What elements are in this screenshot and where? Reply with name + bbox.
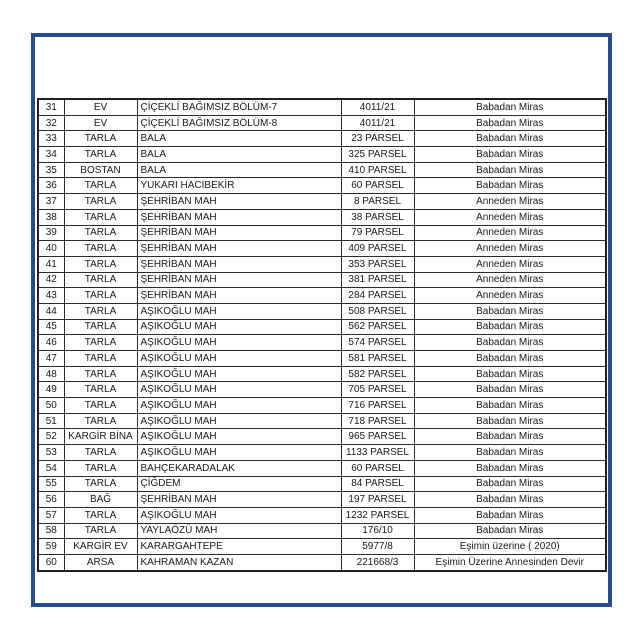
table-cell-acquisition-source: Babadan Miras: [414, 303, 606, 319]
table-row: [38, 178, 606, 194]
table-cell-parcel: 353 PARSEL: [341, 256, 414, 272]
table-row: [38, 162, 606, 178]
table-cell-parcel: 409 PARSEL: [341, 241, 414, 257]
table-cell-acquisition-source: Babadan Miras: [414, 460, 606, 476]
table-cell-asset-type: BAĞ: [64, 492, 137, 508]
table-cell-parcel: 5977/8: [341, 539, 414, 555]
table-cell-row-number: 44: [38, 303, 64, 319]
table-row: [38, 476, 606, 492]
table-cell-parcel: 79 PARSEL: [341, 225, 414, 241]
table-row: [38, 413, 606, 429]
table-cell-location: YAYLAÖZÜ MAH: [137, 523, 341, 539]
table-cell-row-number: 57: [38, 507, 64, 523]
table-cell-location: ŞEHRİBAN MAH: [137, 272, 341, 288]
table-cell-acquisition-source: Babadan Miras: [414, 319, 606, 335]
table-cell-parcel: 84 PARSEL: [341, 476, 414, 492]
table-cell-asset-type: TARLA: [64, 366, 137, 382]
table-row: [38, 256, 606, 272]
table-cell-asset-type: TARLA: [64, 476, 137, 492]
table-cell-location: AŞIKOĞLU MAH: [137, 335, 341, 351]
table-cell-acquisition-source: Babadan Miras: [414, 492, 606, 508]
table-cell-parcel: 965 PARSEL: [341, 429, 414, 445]
table-cell-row-number: 51: [38, 413, 64, 429]
table-cell-asset-type: EV: [64, 99, 137, 115]
table-cell-asset-type: KARGİR BİNA: [64, 429, 137, 445]
table-cell-acquisition-source: Babadan Miras: [414, 99, 606, 115]
table-cell-location: KAHRAMAN KAZAN: [137, 554, 341, 570]
table-cell-asset-type: TARLA: [64, 194, 137, 210]
table-cell-parcel: 221668/3: [341, 554, 414, 570]
table-cell-location: AŞIKOĞLU MAH: [137, 413, 341, 429]
table-cell-acquisition-source: Anneden Miras: [414, 241, 606, 257]
table-cell-row-number: 42: [38, 272, 64, 288]
table-cell-parcel: 716 PARSEL: [341, 398, 414, 414]
table-cell-asset-type: TARLA: [64, 398, 137, 414]
table-cell-location: ŞEHRİBAN MAH: [137, 194, 341, 210]
table-cell-row-number: 53: [38, 445, 64, 461]
table-cell-location: ŞEHRİBAN MAH: [137, 256, 341, 272]
table-row: [38, 319, 606, 335]
table-cell-row-number: 43: [38, 288, 64, 304]
table-cell-parcel: 4011/21: [341, 99, 414, 115]
table-cell-parcel: 718 PARSEL: [341, 413, 414, 429]
table-cell-acquisition-source: Babadan Miras: [414, 351, 606, 367]
table-cell-row-number: 36: [38, 178, 64, 194]
table-row: [38, 194, 606, 210]
table-cell-parcel: 581 PARSEL: [341, 351, 414, 367]
table-cell-asset-type: TARLA: [64, 507, 137, 523]
table-cell-asset-type: TARLA: [64, 241, 137, 257]
table-cell-acquisition-source: Babadan Miras: [414, 162, 606, 178]
table-cell-row-number: 34: [38, 147, 64, 163]
table-cell-parcel: 60 PARSEL: [341, 178, 414, 194]
table-cell-acquisition-source: Babadan Miras: [414, 445, 606, 461]
table-cell-row-number: 50: [38, 398, 64, 414]
table-row: [38, 115, 606, 131]
table-cell-acquisition-source: Babadan Miras: [414, 147, 606, 163]
table-cell-parcel: 582 PARSEL: [341, 366, 414, 382]
table-cell-parcel: 705 PARSEL: [341, 382, 414, 398]
table-cell-acquisition-source: Anneden Miras: [414, 256, 606, 272]
table-row: [38, 303, 606, 319]
table-cell-row-number: 41: [38, 256, 64, 272]
table-cell-parcel: 4011/21: [341, 115, 414, 131]
table-cell-asset-type: TARLA: [64, 147, 137, 163]
table-row: [38, 241, 606, 257]
table-row: [38, 523, 606, 539]
table-cell-asset-type: TARLA: [64, 445, 137, 461]
asset-table-body: [38, 99, 606, 571]
table-cell-acquisition-source: Anneden Miras: [414, 272, 606, 288]
table-cell-row-number: 35: [38, 162, 64, 178]
table-cell-asset-type: TARLA: [64, 460, 137, 476]
table-cell-row-number: 60: [38, 554, 64, 570]
table-cell-row-number: 33: [38, 131, 64, 147]
table-cell-asset-type: TARLA: [64, 272, 137, 288]
table-cell-parcel: 8 PARSEL: [341, 194, 414, 210]
table-cell-asset-type: TARLA: [64, 382, 137, 398]
table-cell-acquisition-source: Babadan Miras: [414, 382, 606, 398]
table-cell-parcel: 60 PARSEL: [341, 460, 414, 476]
table-cell-asset-type: TARLA: [64, 256, 137, 272]
table-cell-parcel: 574 PARSEL: [341, 335, 414, 351]
table-cell-location: AŞIKOĞLU MAH: [137, 445, 341, 461]
table-cell-asset-type: TARLA: [64, 413, 137, 429]
table-cell-asset-type: TARLA: [64, 131, 137, 147]
table-cell-acquisition-source: Babadan Miras: [414, 476, 606, 492]
table-cell-row-number: 58: [38, 523, 64, 539]
table-cell-parcel: 38 PARSEL: [341, 209, 414, 225]
table-cell-asset-type: TARLA: [64, 178, 137, 194]
table-cell-parcel: 562 PARSEL: [341, 319, 414, 335]
table-cell-location: YUKARI HACIBEKİR: [137, 178, 341, 194]
table-cell-asset-type: TARLA: [64, 319, 137, 335]
table-cell-row-number: 48: [38, 366, 64, 382]
table-row: [38, 366, 606, 382]
table-cell-row-number: 32: [38, 115, 64, 131]
table-cell-row-number: 55: [38, 476, 64, 492]
table-cell-parcel: 381 PARSEL: [341, 272, 414, 288]
table-cell-acquisition-source: Anneden Miras: [414, 194, 606, 210]
table-cell-location: ÇİÇEKLİ BAĞIMSIZ BÖLÜM-7: [137, 99, 341, 115]
table-cell-asset-type: EV: [64, 115, 137, 131]
table-cell-location: BALA: [137, 162, 341, 178]
table-cell-row-number: 45: [38, 319, 64, 335]
table-cell-location: AŞIKOĞLU MAH: [137, 398, 341, 414]
table-cell-row-number: 52: [38, 429, 64, 445]
table-cell-asset-type: TARLA: [64, 335, 137, 351]
table-cell-location: ŞEHRİBAN MAH: [137, 225, 341, 241]
table-cell-acquisition-source: Eşimin Üzerine Annesinden Devir: [414, 554, 606, 570]
table-cell-asset-type: ARSA: [64, 554, 137, 570]
table-cell-location: AŞIKOĞLU MAH: [137, 319, 341, 335]
table-cell-asset-type: TARLA: [64, 225, 137, 241]
table-row: [38, 382, 606, 398]
table-cell-location: AŞIKOĞLU MAH: [137, 507, 341, 523]
table-row: [38, 147, 606, 163]
table-cell-acquisition-source: Babadan Miras: [414, 335, 606, 351]
table-row: [38, 429, 606, 445]
table-cell-asset-type: TARLA: [64, 209, 137, 225]
table-row: [38, 288, 606, 304]
table-cell-parcel: 325 PARSEL: [341, 147, 414, 163]
table-cell-row-number: 46: [38, 335, 64, 351]
table-row: [38, 554, 606, 570]
table-row: [38, 460, 606, 476]
table-row: [38, 445, 606, 461]
table-cell-parcel: 508 PARSEL: [341, 303, 414, 319]
table-cell-row-number: 39: [38, 225, 64, 241]
asset-declaration-table: [37, 98, 607, 572]
table-cell-location: AŞIKOĞLU MAH: [137, 351, 341, 367]
table-cell-parcel: 284 PARSEL: [341, 288, 414, 304]
table-cell-location: ŞEHRİBAN MAH: [137, 288, 341, 304]
table-row: [38, 539, 606, 555]
table-cell-location: AŞIKOĞLU MAH: [137, 366, 341, 382]
table-cell-acquisition-source: Babadan Miras: [414, 178, 606, 194]
table-cell-parcel: 1133 PARSEL: [341, 445, 414, 461]
table-cell-location: ÇİĞDEM: [137, 476, 341, 492]
table-cell-asset-type: TARLA: [64, 288, 137, 304]
table-cell-row-number: 56: [38, 492, 64, 508]
table-cell-acquisition-source: Anneden Miras: [414, 209, 606, 225]
table-cell-parcel: 23 PARSEL: [341, 131, 414, 147]
table-row: [38, 398, 606, 414]
table-cell-row-number: 37: [38, 194, 64, 210]
table-row: [38, 272, 606, 288]
table-cell-location: ŞEHRİBAN MAH: [137, 209, 341, 225]
table-cell-location: KARARGAHTEPE: [137, 539, 341, 555]
table-row: [38, 507, 606, 523]
table-cell-asset-type: TARLA: [64, 523, 137, 539]
table-row: [38, 131, 606, 147]
table-cell-row-number: 40: [38, 241, 64, 257]
table-cell-parcel: 1232 PARSEL: [341, 507, 414, 523]
table-cell-row-number: 59: [38, 539, 64, 555]
table-cell-location: BALA: [137, 131, 341, 147]
table-cell-location: AŞIKOĞLU MAH: [137, 382, 341, 398]
table-row: [38, 209, 606, 225]
table-cell-row-number: 38: [38, 209, 64, 225]
table-cell-row-number: 31: [38, 99, 64, 115]
table-cell-asset-type: BOSTAN: [64, 162, 137, 178]
table-row: [38, 492, 606, 508]
table-cell-acquisition-source: Babadan Miras: [414, 429, 606, 445]
table-cell-location: ŞEHRİBAN MAH: [137, 241, 341, 257]
table-cell-acquisition-source: Babadan Miras: [414, 398, 606, 414]
table-cell-asset-type: TARLA: [64, 303, 137, 319]
table-cell-location: ŞEHRİBAN MAH: [137, 492, 341, 508]
table-row: [38, 99, 606, 115]
table-cell-location: ÇİÇEKLİ BAĞIMSIZ BÖLÜM-8: [137, 115, 341, 131]
table-cell-row-number: 47: [38, 351, 64, 367]
table-cell-row-number: 54: [38, 460, 64, 476]
table-cell-acquisition-source: Babadan Miras: [414, 523, 606, 539]
table-cell-acquisition-source: Anneden Miras: [414, 225, 606, 241]
table-cell-acquisition-source: Babadan Miras: [414, 131, 606, 147]
table-cell-acquisition-source: Eşimin üzerine ( 2020): [414, 539, 606, 555]
table-cell-asset-type: TARLA: [64, 351, 137, 367]
table-cell-acquisition-source: Anneden Miras: [414, 288, 606, 304]
table-cell-acquisition-source: Babadan Miras: [414, 507, 606, 523]
table-cell-acquisition-source: Babadan Miras: [414, 115, 606, 131]
table-row: [38, 351, 606, 367]
table-cell-location: AŞIKOĞLU MAH: [137, 303, 341, 319]
table-cell-parcel: 176/10: [341, 523, 414, 539]
table-row: [38, 335, 606, 351]
table-cell-location: BAHÇEKARADALAK: [137, 460, 341, 476]
table-cell-location: BALA: [137, 147, 341, 163]
table-cell-parcel: 410 PARSEL: [341, 162, 414, 178]
table-cell-asset-type: KARGİR EV: [64, 539, 137, 555]
table-row: [38, 225, 606, 241]
table-cell-location: AŞIKOĞLU MAH: [137, 429, 341, 445]
table-cell-acquisition-source: Babadan Miras: [414, 366, 606, 382]
table-cell-row-number: 49: [38, 382, 64, 398]
table-cell-parcel: 197 PARSEL: [341, 492, 414, 508]
table-cell-acquisition-source: Babadan Miras: [414, 413, 606, 429]
